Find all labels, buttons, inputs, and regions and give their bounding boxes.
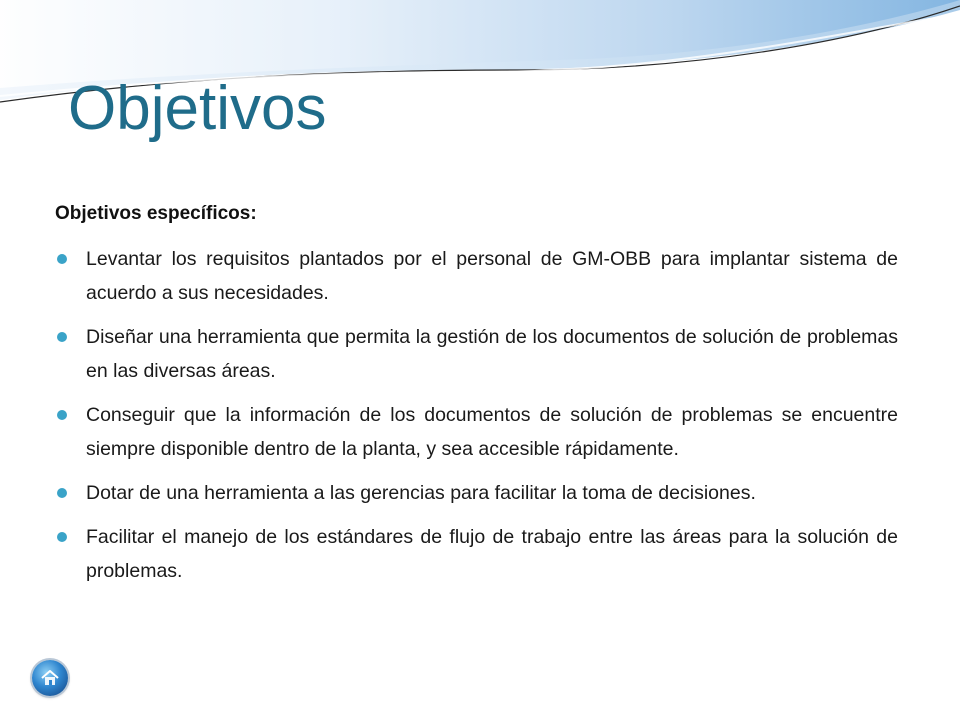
slide-title: Objetivos (68, 74, 327, 143)
section-subtitle: Objetivos específicos: (55, 203, 257, 224)
list-item (55, 398, 898, 466)
objectives-list (55, 242, 898, 588)
bullet-icon (57, 488, 67, 498)
list-item (55, 520, 898, 588)
home-button[interactable] (32, 660, 68, 696)
bullet-icon (57, 410, 67, 420)
home-icon (38, 666, 62, 690)
bullet-icon (57, 254, 67, 264)
slide-content (55, 202, 898, 598)
list-item-text: Diseñar una herramienta que permita la gestión de los documentos de solución de problemas en las diversas áreas. (86, 326, 898, 382)
list-item-text: Dotar de una herramienta a las gerencias para facilitar la toma de decisiones. (86, 482, 756, 504)
list-item-text: Facilitar el manejo de los estándares de flujo de trabajo entre las áreas para la solución de problemas. (86, 526, 898, 582)
list-item (55, 320, 898, 388)
bullet-icon (57, 532, 67, 542)
list-item (55, 242, 898, 310)
list-item-text: Levantar los requisitos plantados por el personal de GM-OBB para implantar sistema de acuerdo a sus necesidades. (86, 248, 898, 304)
bullet-icon (57, 332, 67, 342)
list-item (55, 476, 898, 510)
list-item-text: Conseguir que la información de los documentos de solución de problemas se encuentre siempre disponible dentro de la planta, y sea accesible rápidamente. (86, 404, 898, 460)
